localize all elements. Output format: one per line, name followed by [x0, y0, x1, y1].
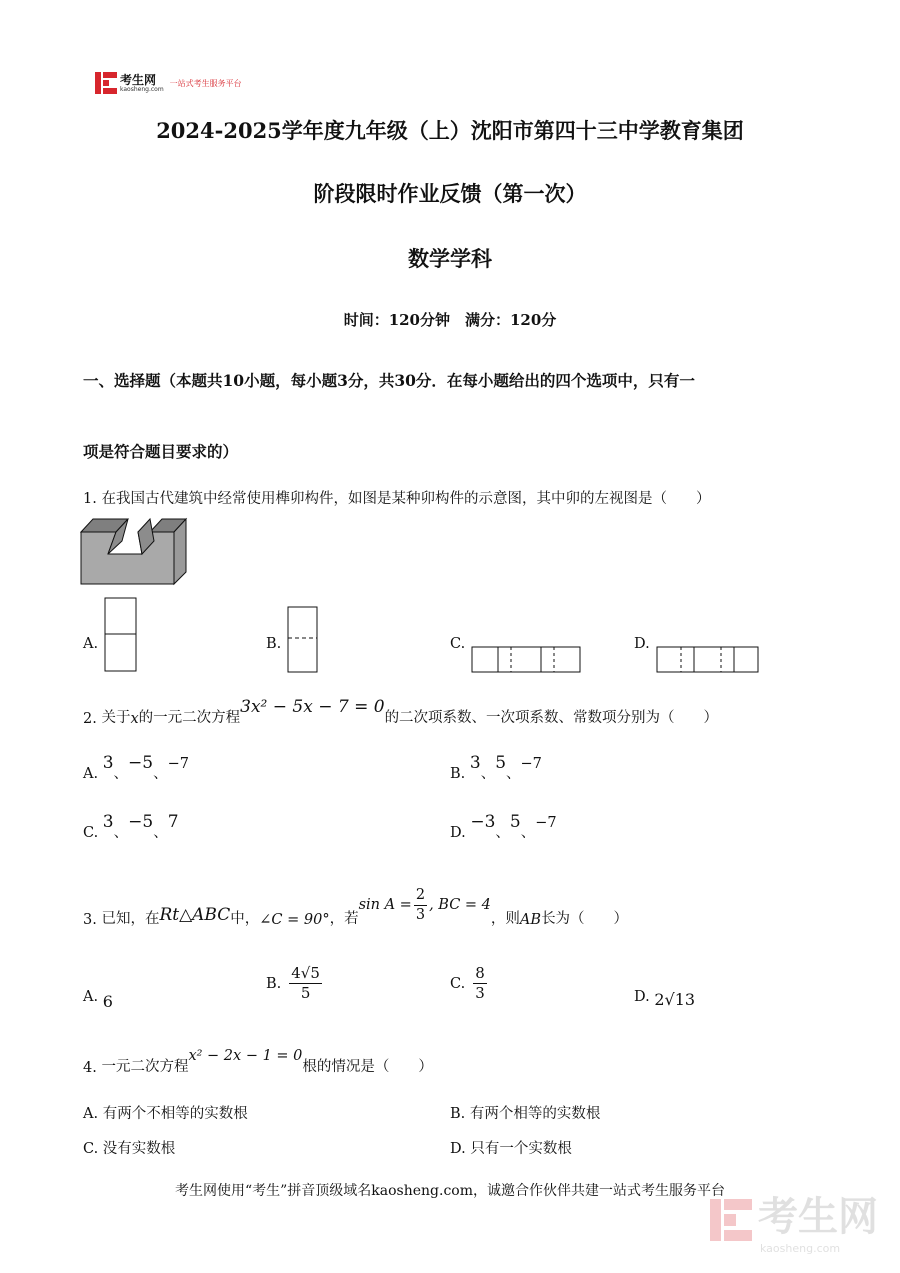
q3-pre: 已知，在 — [101, 911, 160, 927]
q4-option-a-label: A. — [83, 1106, 99, 1122]
question-1-stem: 1. 在我国古代建筑中经常使用榫卯构件，如图是某种卯构件的示意图，其中卯的左视图是（ ） — [83, 491, 711, 507]
q2-option-d-sep-1: 、 — [495, 825, 510, 841]
exam-subject: 数学学科 — [408, 246, 492, 271]
q4-num: 4. — [83, 1060, 97, 1076]
q3-option-d-label: D. — [634, 989, 650, 1005]
q3-fraction-numerator: 2 — [414, 888, 427, 906]
q2-option-d-value-3: −7 — [535, 815, 557, 831]
q2-option-c-label: C. — [83, 825, 99, 841]
watermark-logo-icon — [710, 1199, 752, 1241]
q2-option-b-value-1: 3 — [469, 753, 481, 773]
q2-option-b-label: B. — [450, 766, 466, 782]
q2-option-c-sep-2: 、 — [153, 825, 168, 841]
q3-option-d-value: 2√13 — [654, 990, 696, 1009]
q1-option-d-label: D. — [634, 636, 650, 652]
q2-option-b-sep-1: 、 — [480, 766, 496, 782]
exam-title-line1: 2024-2025学年度九年级（上）沈阳市第四十三中学教育集团 — [156, 118, 744, 143]
q3-option-c-fraction — [473, 966, 487, 1001]
question-2-stem — [83, 697, 719, 727]
q3-option-b-fraction — [289, 966, 322, 1001]
q3-condition — [359, 888, 491, 922]
q3-fraction — [414, 888, 427, 922]
q2-option-a-sep-1: 、 — [113, 766, 129, 782]
q3-fraction-denominator: 3 — [415, 906, 426, 923]
section-heading-line1: 一、选择题（本题共10小题，每小题3分，共30分．在每小题给出的四个选项中，只有一 — [83, 371, 695, 390]
q2-option-d-label: D. — [450, 825, 466, 841]
q2-option-d-value-1: −3 — [470, 812, 496, 832]
mortise-figure — [80, 516, 190, 588]
section-heading-line2: 项是符合题目要求的） — [83, 442, 239, 461]
q1-option-c-figure — [471, 646, 583, 674]
q2-option-c — [83, 812, 179, 842]
q3-option-d — [634, 986, 696, 1009]
q2-option-c-sep-1: 、 — [113, 825, 129, 841]
q1-option-c-label: C. — [450, 636, 466, 652]
q3-ruo: ，若 — [329, 911, 359, 927]
logo-icon — [95, 72, 117, 94]
q3-post: 长为（ ） — [541, 911, 629, 927]
exam-title-line2: 阶段限时作业反馈（第一次） — [313, 181, 587, 206]
q3-option-a — [83, 986, 113, 1011]
q4-option-a — [83, 1102, 248, 1123]
q2-option-d — [450, 812, 557, 842]
exam-time-info: 时间：120分钟 满分：120分 — [343, 311, 557, 329]
q4-option-c-text: 没有实数根 — [102, 1141, 176, 1157]
q3-num: 3. — [83, 912, 97, 928]
q2-option-a-value-3: −7 — [167, 756, 189, 772]
q3-post-pre: ，则 — [490, 911, 520, 927]
q4-option-c-label: C. — [83, 1141, 99, 1157]
q2-option-d-value-2: 5 — [509, 812, 521, 832]
q1-option-d-figure — [656, 646, 760, 674]
q2-option-b-value-3: −7 — [520, 756, 542, 772]
q2-option-a-value-1: 3 — [102, 753, 114, 773]
q4-option-b-text: 有两个相等的实数根 — [469, 1106, 601, 1122]
logo-slogan: 一站式考生服务平台 — [169, 78, 242, 88]
page-footer: 考生网使用“考生”拼音顶级域名kaosheng.com，诚邀合作伙伴共建一站式考生服务平台 — [174, 1183, 726, 1199]
q4-equation: x² − 2x − 1 = 0 — [188, 1048, 303, 1064]
q4-option-d-text: 只有一个实数根 — [470, 1141, 572, 1157]
q3-option-c-label: C. — [450, 975, 466, 992]
q3-angle: ∠C = 90° — [259, 912, 330, 928]
logo-domain: kaosheng.com — [120, 85, 164, 93]
q4-option-d-label: D. — [450, 1141, 466, 1157]
q2-option-c-value-3: 7 — [167, 812, 179, 832]
q4-option-b — [450, 1102, 600, 1123]
q3-option-b-numerator: 4√5 — [291, 964, 320, 982]
q3-option-a-label: A. — [83, 989, 99, 1005]
q1-option-b-figure — [287, 606, 319, 674]
q2-option-a-value-2: −5 — [128, 753, 154, 773]
q3-ab: AB — [519, 912, 542, 928]
q4-option-d — [450, 1137, 572, 1158]
q3-option-b-denominator: 5 — [300, 984, 311, 1002]
q3-option-a-value: 6 — [102, 992, 113, 1011]
q4-pre: 一元二次方程 — [101, 1059, 189, 1075]
q2-equation: 3x² − 5x − 7 = 0 — [240, 697, 385, 717]
q4-post: 根的情况是（ ） — [302, 1059, 433, 1075]
q2-num: 2. — [83, 711, 97, 727]
question-4-stem — [83, 1042, 433, 1076]
q3-mid: 中， — [230, 911, 260, 927]
q3-option-c-numerator: 8 — [475, 964, 485, 982]
q4-option-c — [83, 1137, 175, 1158]
q4-option-a-text: 有两个不相等的实数根 — [102, 1106, 248, 1122]
q3-bc: , BC = 4 — [429, 897, 491, 913]
q3-option-c — [450, 966, 487, 1001]
q2-pre: 关于 — [101, 710, 131, 726]
q3-sin: sin A = — [358, 897, 412, 913]
q2-post: 的二次项系数、一次项系数、常数项分别为（ ） — [384, 710, 719, 726]
q3-option-b-label: B. — [266, 975, 282, 992]
logo-name: 考生网 — [120, 72, 157, 87]
q2-option-c-value-1: 3 — [102, 812, 114, 832]
q2-mid: 的一元二次方程 — [138, 710, 241, 726]
watermark-name: 考生网 — [758, 1194, 878, 1240]
q2-option-a-sep-2: 、 — [153, 766, 168, 782]
q2-variable: x — [130, 711, 139, 727]
q1-option-b-label: B. — [266, 636, 282, 652]
site-logo — [95, 72, 242, 94]
q2-option-b-sep-2: 、 — [506, 766, 521, 782]
q2-option-d-sep-2: 、 — [520, 825, 536, 841]
q2-option-c-value-2: −5 — [128, 812, 154, 832]
watermark — [710, 1185, 878, 1255]
q3-triangle: Rt△ABC — [159, 905, 231, 925]
q2-option-b-value-2: 5 — [495, 753, 507, 773]
q1-option-a-figure — [104, 597, 138, 673]
q2-option-a-label: A. — [83, 766, 99, 782]
q2-option-a — [83, 753, 189, 783]
q2-option-b — [450, 753, 542, 783]
q1-option-a-label: A. — [83, 636, 99, 652]
watermark-domain: kaosheng.com — [760, 1242, 841, 1255]
q4-option-b-label: B. — [450, 1106, 466, 1122]
question-3-stem — [83, 880, 628, 928]
q3-option-c-denominator: 3 — [475, 984, 485, 1002]
q3-option-b — [266, 966, 322, 1001]
